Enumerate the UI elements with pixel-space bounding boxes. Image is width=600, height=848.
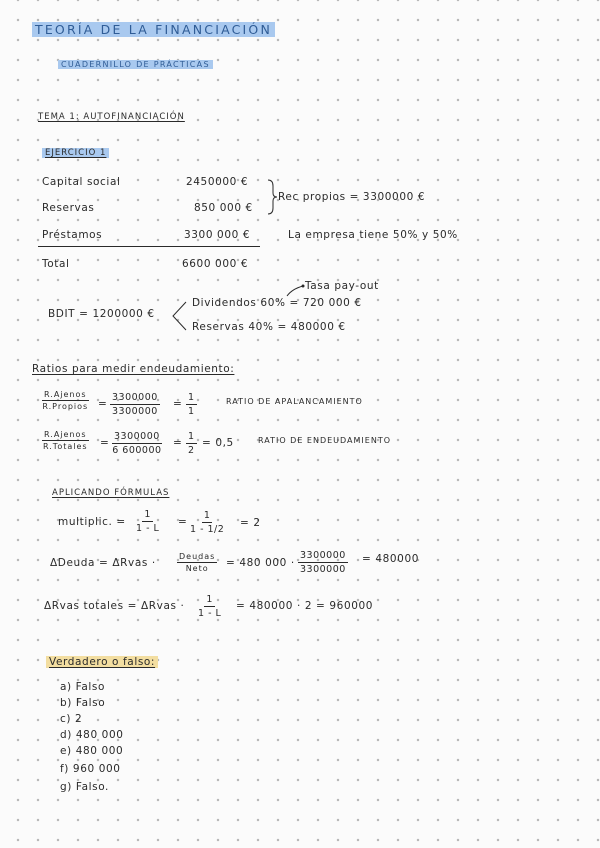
multiplic-label: multiplic. = bbox=[58, 516, 126, 528]
page-subtitle: CUADERNILLO DE PRÁCTICAS bbox=[58, 60, 213, 69]
ratio2-label-num: R.Ajenos bbox=[44, 430, 87, 439]
tasa-arrow-dot bbox=[302, 285, 305, 288]
prestamos-value: 3300 000 € bbox=[184, 229, 251, 241]
tema-heading: TEMA 1: AUTOFINANCIACIÓN bbox=[38, 112, 185, 122]
ratio1-value-den: 3300000 bbox=[112, 406, 158, 417]
deuda-num: Deudas bbox=[179, 552, 216, 561]
vf-heading: Verdadero o falso: bbox=[46, 656, 158, 668]
bdit-label: BDIT = 1200000 € bbox=[48, 308, 155, 320]
ratio1-label-den: R.Propios bbox=[42, 402, 89, 411]
multiplic-eq: = bbox=[178, 516, 188, 528]
ratio2-value-num: 3300000 bbox=[114, 431, 160, 442]
deuda-den: Neto bbox=[185, 564, 209, 573]
vf-item: e) 480 000 bbox=[60, 745, 124, 757]
formulas-heading: APLICANDO FÓRMULAS bbox=[52, 488, 170, 498]
ratio1-eq-a: = bbox=[98, 398, 108, 410]
multiplic-result: = 2 bbox=[240, 517, 261, 529]
vf-item: b) Falso bbox=[60, 697, 106, 709]
ratios-heading: Ratios para medir endeudamiento: bbox=[32, 363, 235, 375]
tasa-payout: Tasa pay-out bbox=[305, 280, 379, 292]
ratio2-result-num: 1 bbox=[188, 431, 195, 442]
ratio2-name: RATIO DE ENDEUDAMIENTO bbox=[258, 436, 392, 445]
reservas-label: Reservas bbox=[42, 202, 95, 214]
rvas-totales-label: ΔRvas totales = ΔRvas · bbox=[44, 600, 185, 612]
page-title: TEORÍA DE LA FINANCIACIÓN bbox=[32, 22, 275, 37]
vf-item: c) 2 bbox=[60, 713, 83, 725]
ratio1-value-num: 3300000 bbox=[112, 392, 158, 403]
rvas-totales-result: = 480000 · 2 = 960000 bbox=[236, 600, 374, 612]
capital-label: Capital social bbox=[42, 176, 121, 188]
dividendos-line: Dividendos 60% = 720 000 € bbox=[192, 297, 362, 309]
vf-item: d) 480 000 bbox=[60, 729, 124, 741]
deuda-mid: = 480 000 · bbox=[226, 557, 295, 569]
ratio2-label-den: R.Totales bbox=[42, 442, 88, 451]
ratio1-eq-b: = bbox=[173, 398, 183, 410]
deuda-num-2: 3300000 bbox=[300, 550, 346, 561]
reservas-value: 850 000 € bbox=[194, 202, 253, 214]
ratio1-name: RATIO DE APALANCAMIENTO bbox=[226, 397, 363, 406]
tasa-arrow bbox=[287, 286, 303, 296]
deuda-result: = 480000 bbox=[362, 553, 420, 565]
rec-propios-brace bbox=[268, 180, 277, 214]
bdit-brace bbox=[173, 302, 186, 330]
vf-item: g) Falso. bbox=[60, 781, 109, 793]
ratio2-value-den: 6 600000 bbox=[112, 445, 162, 456]
vf-item: f) 960 000 bbox=[60, 763, 121, 775]
deuda-label: ΔDeuda = ΔRvas · bbox=[50, 557, 156, 569]
ratio1-result-num: 1 bbox=[188, 392, 195, 403]
multiplic-num-1: 1 bbox=[144, 509, 151, 520]
multiplic-num-2: 1 bbox=[203, 510, 211, 521]
ejercicio-heading: EJERCICIO 1 bbox=[42, 148, 109, 158]
ratio2-eq-b: = bbox=[173, 437, 183, 449]
total-value: 6600 000 € bbox=[182, 258, 249, 270]
deuda-den-2: 3300000 bbox=[300, 564, 346, 575]
rvas-totales-num: 1 bbox=[206, 594, 213, 605]
rec-propios: Rec propios = 3300000 € bbox=[278, 191, 426, 203]
multiplic-den-1: 1 - L bbox=[136, 523, 160, 534]
ratio1-label-num: R.Ajenos bbox=[44, 390, 87, 399]
prestamos-label: Préstamos bbox=[42, 229, 103, 241]
total-label: Total bbox=[42, 258, 70, 270]
ratio2-eq-a: = bbox=[100, 437, 110, 449]
multiplic-den-2: 1 - 1/2 bbox=[190, 524, 225, 535]
ratio2-result-den: 2 bbox=[188, 445, 195, 456]
rvas-totales-den: 1 - L bbox=[198, 608, 222, 619]
capital-value: 2450000 € bbox=[186, 176, 249, 188]
reservas-line: Reservas 40% = 480000 € bbox=[192, 321, 346, 333]
vf-item: a) Falso bbox=[60, 681, 105, 693]
empresa-note: La empresa tiene 50% y 50% bbox=[288, 229, 458, 241]
ratio2-result: = 0,5 bbox=[202, 437, 234, 449]
ratio1-result-den: 1 bbox=[188, 406, 195, 417]
